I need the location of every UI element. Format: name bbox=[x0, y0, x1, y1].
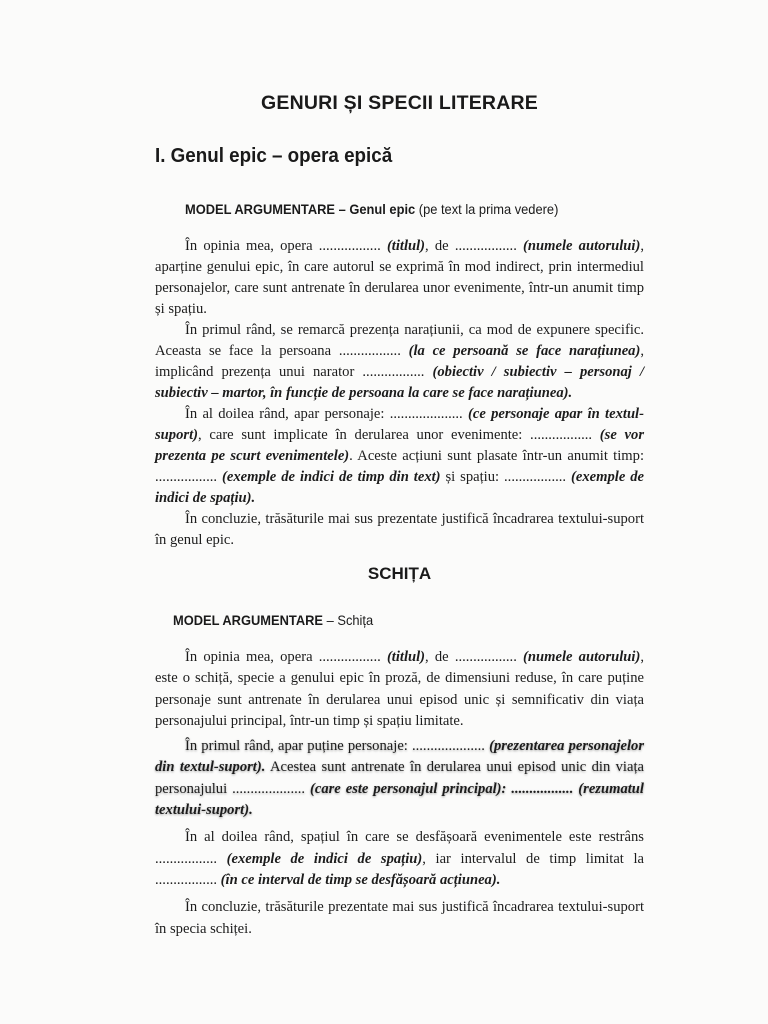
schita-paragraph-3 bbox=[155, 827, 644, 891]
text-run: , de ................. bbox=[425, 238, 524, 254]
text-run: În primul rând, se remarcă prezența narațiunii, ca mod de expunere specific. Aceasta se face la persoana ................. bbox=[155, 322, 644, 359]
placeholder-run: (ce personaje apar în textul-suport) bbox=[155, 406, 644, 443]
model-heading-epic-rest: (pe text la prima vedere) bbox=[418, 201, 559, 217]
text-run: În opinia mea, opera ................. bbox=[185, 649, 387, 665]
placeholder-run: (în ce interval de timp se desfășoară acțiunea). bbox=[220, 871, 501, 888]
epic-paragraph-1 bbox=[155, 236, 644, 320]
placeholder-run: (exemple de indici de timp din text) bbox=[221, 469, 441, 485]
text-run: În primul rând, apar puține personaje: .................... bbox=[185, 738, 490, 755]
text-run: , aparține genului epic, în care autorul se exprimă în mod indirect, prin intermediul personajelor, care sunt antrenate în derularea unor evenimente, într-un anumit timp și spațiu. bbox=[155, 238, 644, 317]
text-run: , iar intervalul de timp limitat la ................. bbox=[155, 850, 644, 888]
model-heading-schita-rest: – Schița bbox=[326, 612, 374, 628]
text-run: În al doilea rând, spațiul în care se desfășoară evenimentele este restrâns ................. bbox=[155, 829, 644, 867]
schita-paragraph-2 bbox=[155, 736, 644, 821]
epic-paragraph-2 bbox=[155, 320, 644, 404]
text-run: În opinia mea, opera ................. bbox=[185, 238, 387, 254]
section-title: I. Genul epic – opera epică bbox=[155, 145, 393, 167]
epic-paragraph-4: În concluzie, trăsăturile mai sus prezentate justifică încadrarea textului-suport în genul epic. bbox=[155, 511, 644, 548]
text-run: În al doilea rând, apar personaje: .................... bbox=[185, 406, 468, 422]
placeholder-run: (prezentarea personajelor din textul-suport). bbox=[155, 738, 645, 776]
schita-paragraph-1 bbox=[155, 647, 644, 732]
text-run: , este o schiță, specie a genului epic în proză, de dimensiuni reduse, în care puține personaje sunt antrenate în derularea unui episod unic și semnificativ din viața personajului principal, într-un timp și spațiu limitate. bbox=[155, 649, 644, 729]
placeholder-run: (exemple de indici de spațiu). bbox=[155, 469, 645, 506]
placeholder-run: (titlul) bbox=[386, 238, 426, 254]
schita-paragraph-4: În concluzie, trăsăturile prezentate mai sus justifică încadrarea textului-suport în specia schiței. bbox=[155, 899, 644, 937]
model-heading-epic bbox=[185, 201, 607, 217]
model-heading-schita-bold: MODEL ARGUMENTARE bbox=[173, 612, 324, 628]
placeholder-run: (numele autorului) bbox=[523, 649, 641, 665]
placeholder-run: (titlul) bbox=[386, 649, 426, 665]
schita-title: SCHIȚA bbox=[367, 564, 432, 583]
page-content bbox=[155, 92, 644, 940]
placeholder-run: (numele autorului) bbox=[523, 238, 641, 254]
placeholder-run: (exemple de indici de spațiu) bbox=[226, 850, 423, 867]
text-run: și spațiu: ................. bbox=[440, 469, 571, 485]
page-title: GENURI ȘI SPECII LITERARE bbox=[261, 92, 538, 114]
text-run: , de ................. bbox=[425, 649, 524, 665]
text-run: , implicând prezența unui narator ................. bbox=[155, 343, 644, 380]
placeholder-run: (obiectiv / subiectiv – personaj / subiectiv – martor, în funcție de persoana la care se face narațiunea). bbox=[155, 364, 644, 401]
epic-paragraph-3 bbox=[155, 404, 644, 509]
placeholder-run: (la ce persoană se face narațiunea) bbox=[408, 343, 641, 359]
placeholder-run: (se vor prezenta pe scurt evenimentele) bbox=[155, 427, 644, 464]
placeholder-run: (care este personajul principal): ................. (rezumatul textului-suport). bbox=[155, 780, 644, 819]
model-heading-schita bbox=[173, 612, 606, 628]
text-run: Acestea sunt antrenate în derularea unui episod unic din viața personajului .................... bbox=[155, 759, 644, 797]
text-run: , care sunt implicate în derularea unor evenimente: ................. bbox=[197, 427, 600, 443]
text-run: . Aceste acțiuni sunt plasate într-un anumit timp: ................. bbox=[155, 448, 644, 485]
model-heading-epic-bold: MODEL ARGUMENTARE – Genul epic bbox=[185, 201, 416, 217]
